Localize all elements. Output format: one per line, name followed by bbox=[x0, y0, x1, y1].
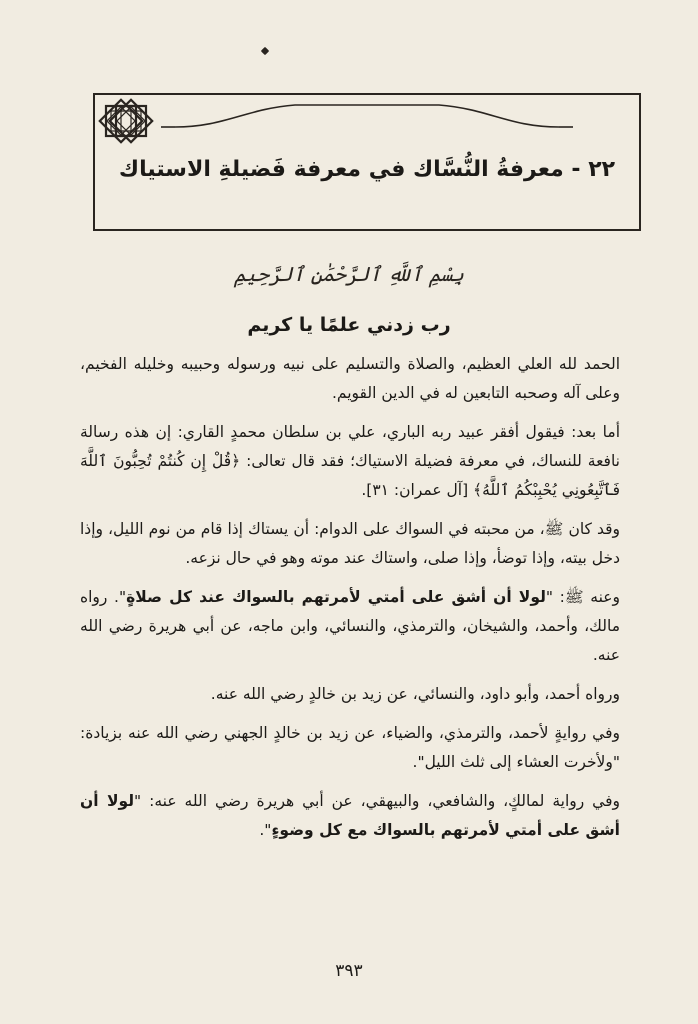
paragraph: الحمد لله العلي العظيم، والصلاة والتسليم على نبيه ورسوله وحبيبه وخليله الفخيم، وعلى آله وصحبه التابعين له في الدين القويم. bbox=[80, 355, 620, 402]
hadith-paragraph bbox=[80, 787, 620, 845]
page-mark bbox=[261, 47, 269, 55]
page-number: ٣٩٣ bbox=[335, 961, 363, 981]
hadith-paragraph bbox=[80, 583, 620, 670]
hadith-quote: لولا أن أشق على أمتي لأمرتهم بالسواك عند كل صلاةٍ bbox=[126, 588, 546, 606]
invocation-heading: رب زدني علمًا يا كريم bbox=[247, 314, 451, 336]
body-text bbox=[80, 350, 620, 855]
hadith-tail: ". bbox=[259, 821, 272, 839]
eight-point-star-icon bbox=[95, 95, 147, 147]
paragraph: ورواه أحمد، وأبو داود، والنسائي، عن زيد بن خالدٍ رضي الله عنه. bbox=[210, 685, 620, 703]
paragraph: وقد كان ﷺ، من محبته في السواك على الدوام: أن يستاك إذا قام من نوم الليل، وإذا دخل بيته، وإذا توضأ، وإذا صلى، واستاك عند موته وهو في حال نزعه. bbox=[80, 520, 620, 567]
hadith-tail: ". رواه مالك، وأحمد، والشيخان، والترمذي، والنسائي، وابن ماجه، عن أبي هريرة رضي الله عنه. bbox=[80, 588, 620, 664]
hadith-quote: لولا أن أشق على أمتي لأمرتهم بالسواك مع كل وضوءٍ bbox=[80, 792, 620, 839]
chapter-title-frame bbox=[93, 93, 641, 231]
hadith-lead: وفي رواية لمالكٍ، والشافعي، والبيهقي، عن أبي هريرة رضي الله عنه: " bbox=[134, 792, 620, 810]
paragraph: أما بعد: فيقول أفقر عبيد ربه الباري، علي بن سلطان محمدٍ القاري: إن هذه رسالة نافعة للنساك، في معرفة فضيلة الاستياك؛ فقد قال تعالى: ﴿قُلْ إِن كُنتُمْ تُحِبُّونَ ٱللَّهَ فَٱتَّبِعُونِي يُحْبِبْكُمُ ٱللَّهُ﴾ [آل عمران: ٣١]. bbox=[80, 423, 620, 499]
chapter-title: ٢٢ - معرفةُ النُّسَّاك في معرفة فَضيلةِ الاستياك bbox=[118, 157, 616, 182]
paragraph: وفي روايةٍ لأحمد، والترمذي، والضياء، عن زيد بن خالدٍ الجهني رضي الله عنه بزيادة: "ولأخرت العشاء إلى ثلث الليل". bbox=[80, 724, 620, 771]
basmala: بِسْمِ ٱللَّهِ ٱلرَّحْمَٰنِ ٱلرَّحِيمِ bbox=[233, 262, 464, 286]
hadith-lead: وعنه ﷺ: " bbox=[545, 588, 620, 606]
